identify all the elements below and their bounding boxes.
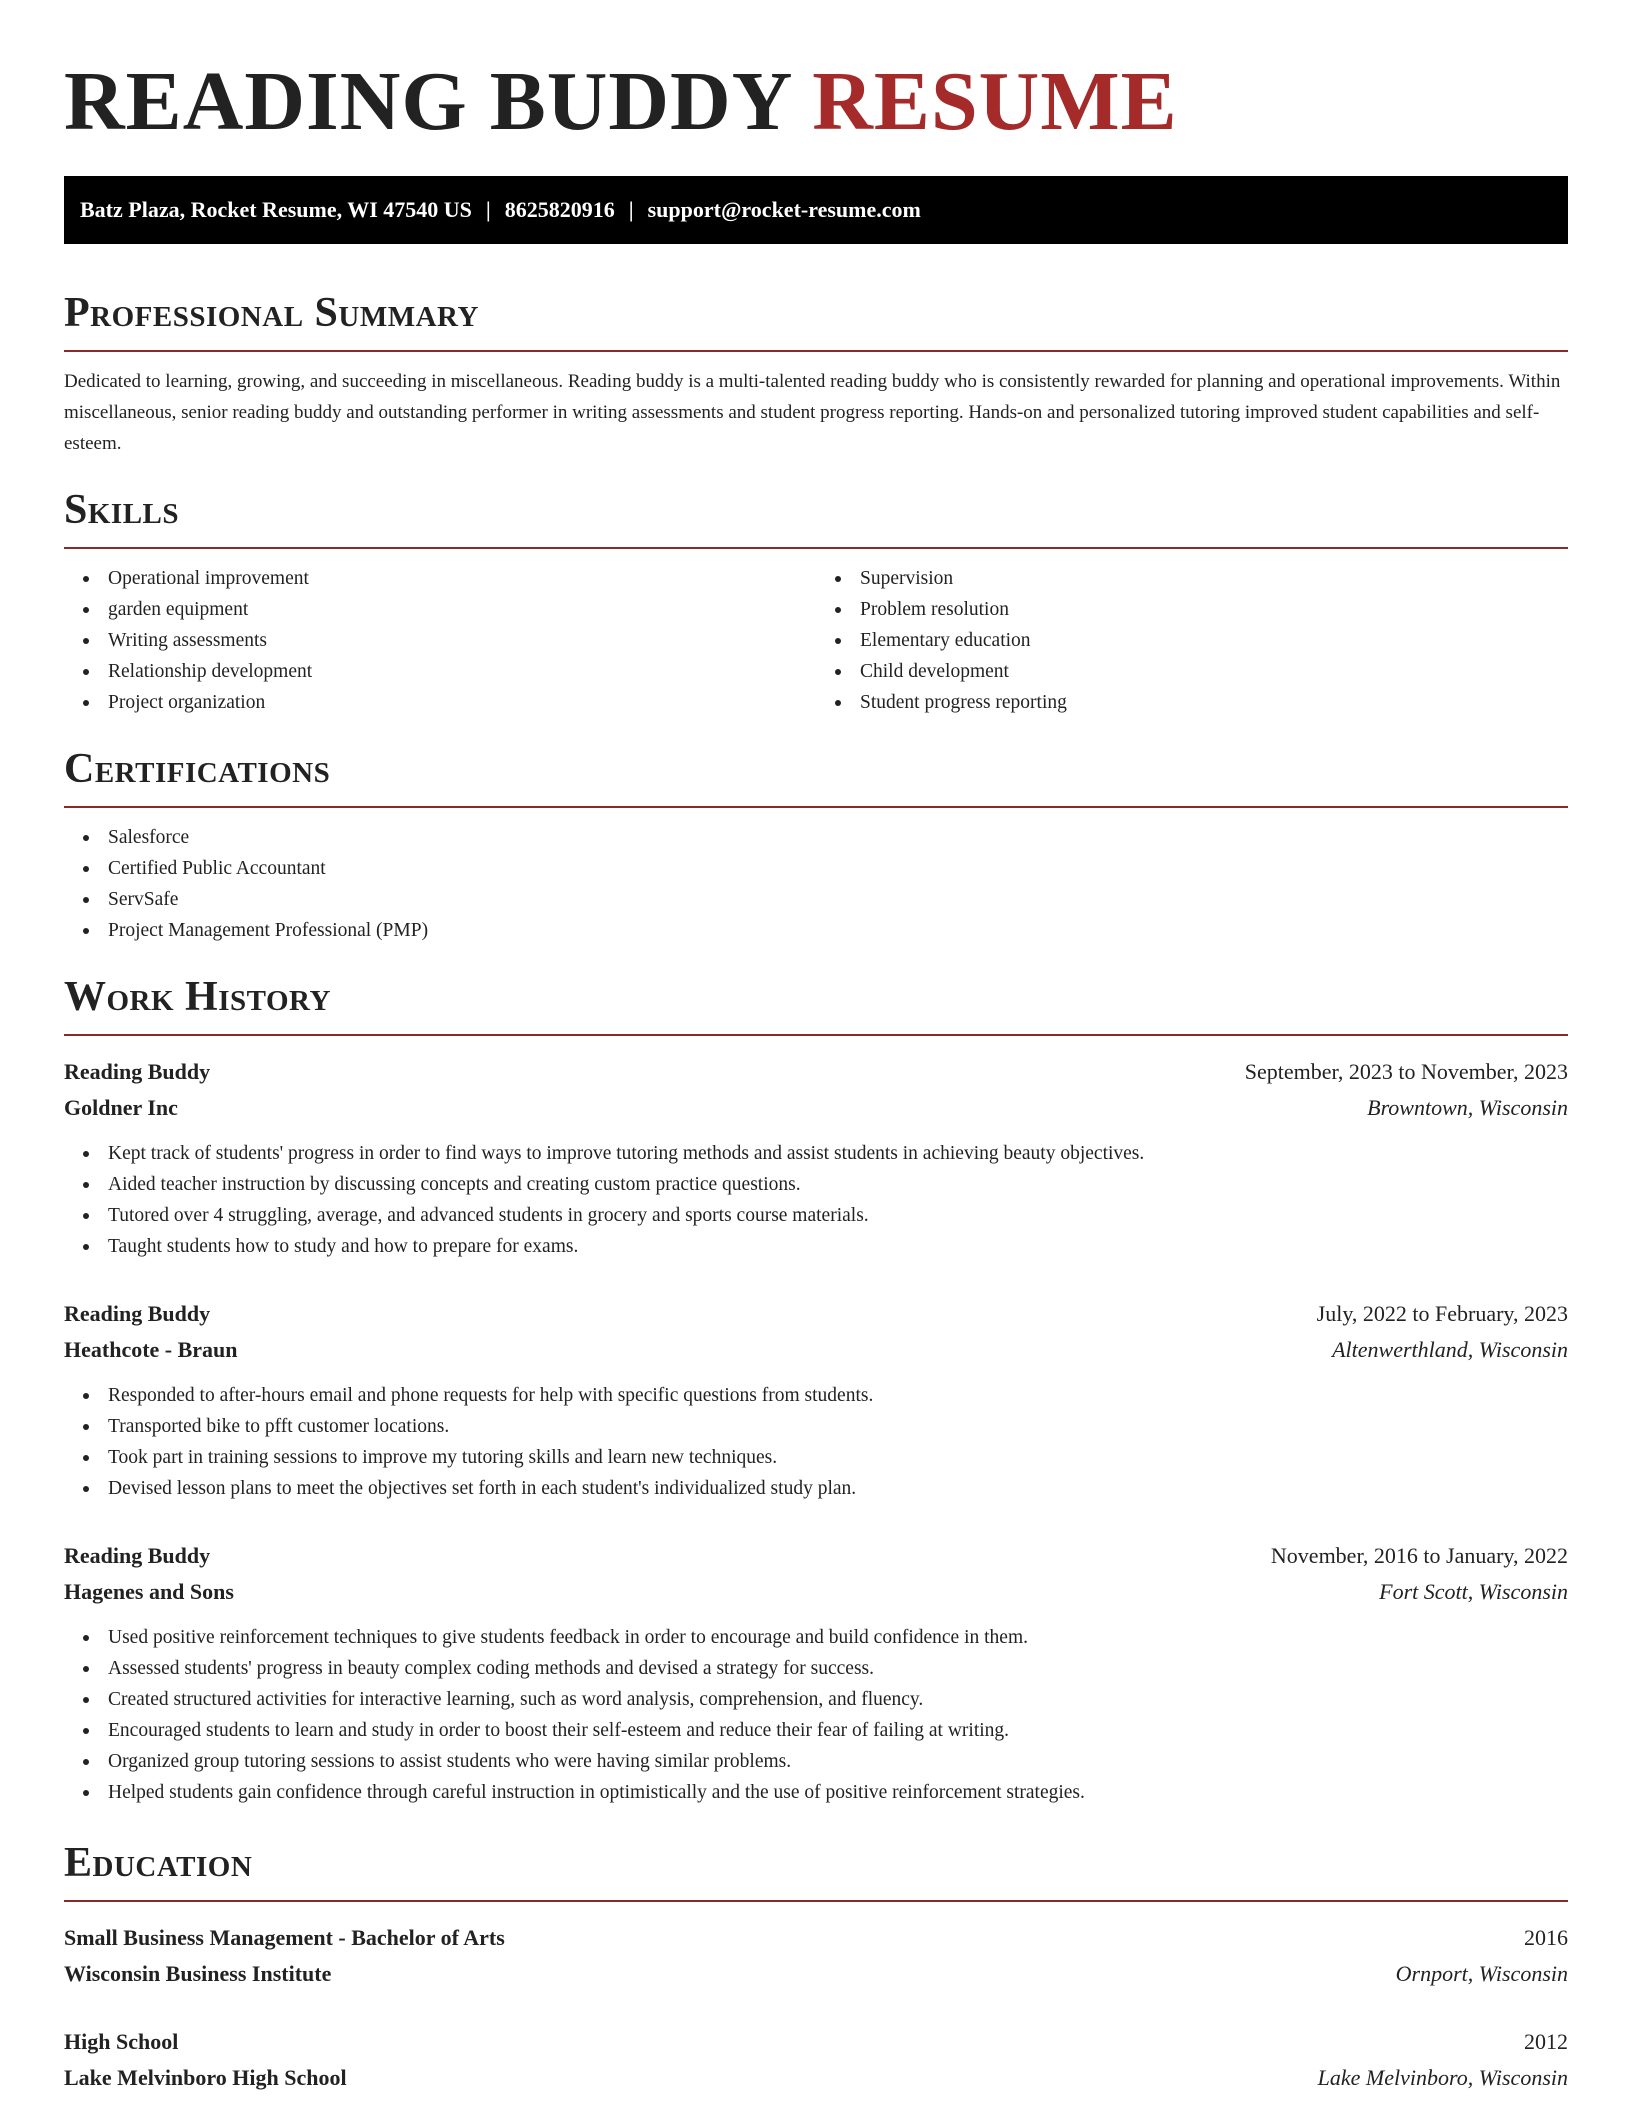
education-section xyxy=(64,1838,1568,2096)
job-role: Reading Buddy xyxy=(64,1301,211,1326)
title-accent: RESUME xyxy=(812,55,1178,148)
education-degree: Small Business Management - Bachelor of Arts xyxy=(64,1925,505,1950)
section-title-certifications: Certifications xyxy=(64,744,1568,808)
education-year: 2016 xyxy=(1524,1925,1568,1950)
education-location: Ornport, Wisconsin xyxy=(1395,1961,1568,1986)
job-role: Reading Buddy xyxy=(64,1059,211,1084)
skill-item: Supervision xyxy=(816,563,1568,594)
job-location: Browntown, Wisconsin xyxy=(1367,1095,1568,1120)
certifications-section xyxy=(64,744,1568,946)
job-entry xyxy=(64,1538,1568,1808)
job-role: Reading Buddy xyxy=(64,1543,211,1568)
job-company: Goldner Inc xyxy=(64,1095,178,1120)
contact-separator: | xyxy=(628,197,634,222)
section-title-work-history: Work History xyxy=(64,972,1568,1036)
resume-title xyxy=(64,52,1568,152)
job-dates: November, 2016 to January, 2022 xyxy=(1270,1543,1568,1568)
contact-bar xyxy=(64,176,1568,244)
job-bullet: Devised lesson plans to meet the objectives set forth in each student's individualized study plan. xyxy=(64,1473,1568,1504)
job-dates: July, 2022 to February, 2023 xyxy=(1316,1301,1568,1326)
section-title-skills: Skills xyxy=(64,485,1568,549)
skill-item: Relationship development xyxy=(64,656,816,687)
job-entry xyxy=(64,1296,1568,1504)
work-history-section xyxy=(64,972,1568,1808)
section-title-education: Education xyxy=(64,1838,1568,1902)
skill-item: Problem resolution xyxy=(816,594,1568,625)
summary-text: Dedicated to learning, growing, and succeeding in miscellaneous. Reading buddy is a multi-talented reading buddy who is consistently rewarded for planning and operational improvements. Within miscellaneous, senior reading buddy and outstanding performer in writing assessments and student progress reporting. Hands-on and personalized tutoring improved student capabilities and self-esteem. xyxy=(64,371,1561,454)
contact-address: Batz Plaza, Rocket Resume, WI 47540 US xyxy=(80,197,472,222)
skills-section xyxy=(64,485,1568,718)
skills-list-right xyxy=(816,563,1568,718)
title-main: READING BUDDY xyxy=(64,55,791,148)
skill-item: Elementary education xyxy=(816,625,1568,656)
job-bullet: Tutored over 4 struggling, average, and advanced students in grocery and sports course materials. xyxy=(64,1200,1568,1231)
job-company: Heathcote - Braun xyxy=(64,1337,238,1362)
job-bullet: Kept track of students' progress in order to find ways to improve tutoring methods and assist students in achieving beauty objectives. xyxy=(64,1138,1568,1169)
job-bullets xyxy=(64,1622,1568,1808)
skill-item: Project organization xyxy=(64,687,816,718)
skill-item: garden equipment xyxy=(64,594,816,625)
job-bullet: Responded to after-hours email and phone requests for help with specific questions from students. xyxy=(64,1380,1568,1411)
job-bullets xyxy=(64,1380,1568,1504)
job-bullet: Created structured activities for interactive learning, such as word analysis, comprehension, and fluency. xyxy=(64,1684,1568,1715)
education-entry xyxy=(64,1920,1568,1992)
resume-page xyxy=(64,0,1568,2096)
job-bullet: Assessed students' progress in beauty complex coding methods and devised a strategy for success. xyxy=(64,1653,1568,1684)
contact-phone: 8625820916 xyxy=(504,197,615,222)
job-location: Fort Scott, Wisconsin xyxy=(1379,1579,1568,1604)
job-bullet: Transported bike to pfft customer locations. xyxy=(64,1411,1568,1442)
skill-item: Operational improvement xyxy=(64,563,816,594)
job-bullets xyxy=(64,1138,1568,1262)
job-dates: September, 2023 to November, 2023 xyxy=(1244,1059,1568,1084)
job-bullet: Aided teacher instruction by discussing concepts and creating custom practice questions. xyxy=(64,1169,1568,1200)
skills-list-left xyxy=(64,563,816,718)
job-bullet: Took part in training sessions to improve my tutoring skills and learn new techniques. xyxy=(64,1442,1568,1473)
education-school: Wisconsin Business Institute xyxy=(64,1961,332,1986)
skill-item: Student progress reporting xyxy=(816,687,1568,718)
job-entry xyxy=(64,1054,1568,1262)
contact-separator: | xyxy=(485,197,491,222)
education-year: 2012 xyxy=(1524,2029,1568,2054)
skill-item: Child development xyxy=(816,656,1568,687)
certification-item: Salesforce xyxy=(64,822,1568,853)
education-degree: High School xyxy=(64,2029,179,2054)
job-bullet: Encouraged students to learn and study in order to boost their self-esteem and reduce their fear of failing at writing. xyxy=(64,1715,1568,1746)
job-bullet: Organized group tutoring sessions to assist students who were having similar problems. xyxy=(64,1746,1568,1777)
job-location: Altenwerthland, Wisconsin xyxy=(1332,1337,1568,1362)
summary-section xyxy=(64,288,1568,459)
job-bullet: Used positive reinforcement techniques to give students feedback in order to encourage and build confidence in them. xyxy=(64,1622,1568,1653)
education-school: Lake Melvinboro High School xyxy=(64,2065,347,2090)
skill-item: Writing assessments xyxy=(64,625,816,656)
certification-item: Certified Public Accountant xyxy=(64,853,1568,884)
education-entry xyxy=(64,2024,1568,2096)
job-company: Hagenes and Sons xyxy=(64,1579,234,1604)
job-bullet: Taught students how to study and how to prepare for exams. xyxy=(64,1231,1568,1262)
contact-email[interactable]: support@rocket-resume.com xyxy=(647,197,921,222)
education-location: Lake Melvinboro, Wisconsin xyxy=(1317,2065,1568,2090)
certification-item: Project Management Professional (PMP) xyxy=(64,915,1568,946)
certification-item: ServSafe xyxy=(64,884,1568,915)
certifications-list xyxy=(64,822,1568,946)
section-title-summary: Professional Summary xyxy=(64,288,1568,352)
job-bullet: Helped students gain confidence through careful instruction in optimistically and the use of positive reinforcement strategies. xyxy=(64,1777,1568,1808)
